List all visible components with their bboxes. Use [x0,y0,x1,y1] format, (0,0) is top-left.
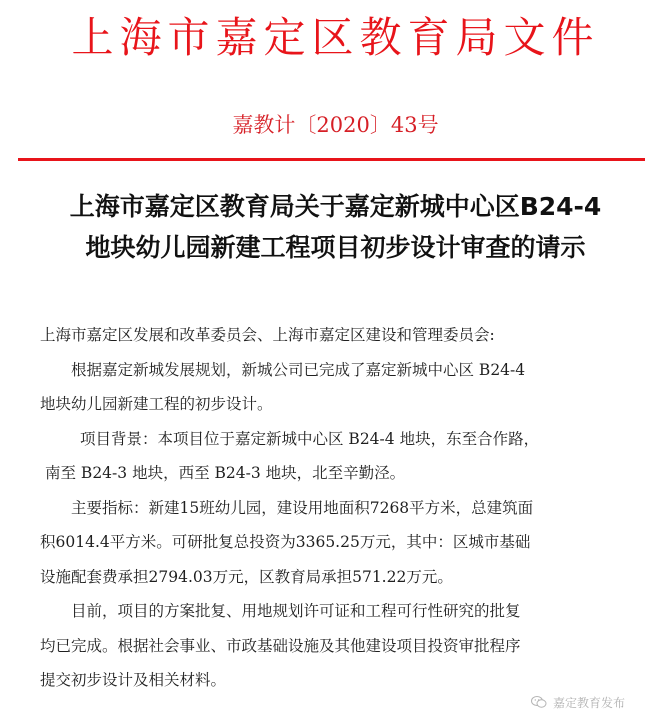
salutation: 上海市嘉定区发展和改革委员会、上海市嘉定区建设和管理委员会: [40,326,495,344]
body-line: 提交初步设计及相关材料。 [40,671,227,689]
watermark-text: 嘉定教育发布 [553,695,626,710]
wechat-icon [531,695,547,709]
body-line: 设施配套费承担2794.03万元，区教育局承担571.22万元。 [40,567,453,586]
body-line: 地块幼儿园新建工程的初步设计。 [40,395,273,413]
title-line-1: 上海市嘉定区教育局关于嘉定新城中心区B24-4 [69,192,602,221]
body-line: 积6014.4平方米。可研批复总投资为3365.25万元，其中：区城市基础 [40,533,531,551]
body-line: 均已完成。根据社会事业、市政基础设施及其他建设项目投资审批程序 [40,636,521,655]
title-line-2: 地块幼儿园新建工程项目初步设计审查的请示 [85,233,586,262]
issuer-masthead: 上海市嘉定区教育局文件 [71,13,600,62]
source-watermark [531,694,671,710]
document-body [40,318,640,698]
body-line: 南至 B24-3 地块，西至 B24-3 地块，北至辛勤泾。 [45,464,406,482]
document-title [0,186,671,268]
body-line: 主要指标：新建15班幼儿园，建设用地面积7268平方米，总建筑面 [71,498,534,517]
body-line: 项目背景：本项目位于嘉定新城中心区 B24-4 地块，东至合作路， [80,429,540,448]
red-divider-rule [18,158,645,161]
document-number: 嘉教计〔2020〕43号 [232,113,439,137]
body-line: 根据嘉定新城发展规划，新城公司已完成了嘉定新城中心区 B24-4 [71,360,526,379]
body-line: 目前，项目的方案批复、用地规划许可证和工程可行性研究的批复 [71,602,521,620]
